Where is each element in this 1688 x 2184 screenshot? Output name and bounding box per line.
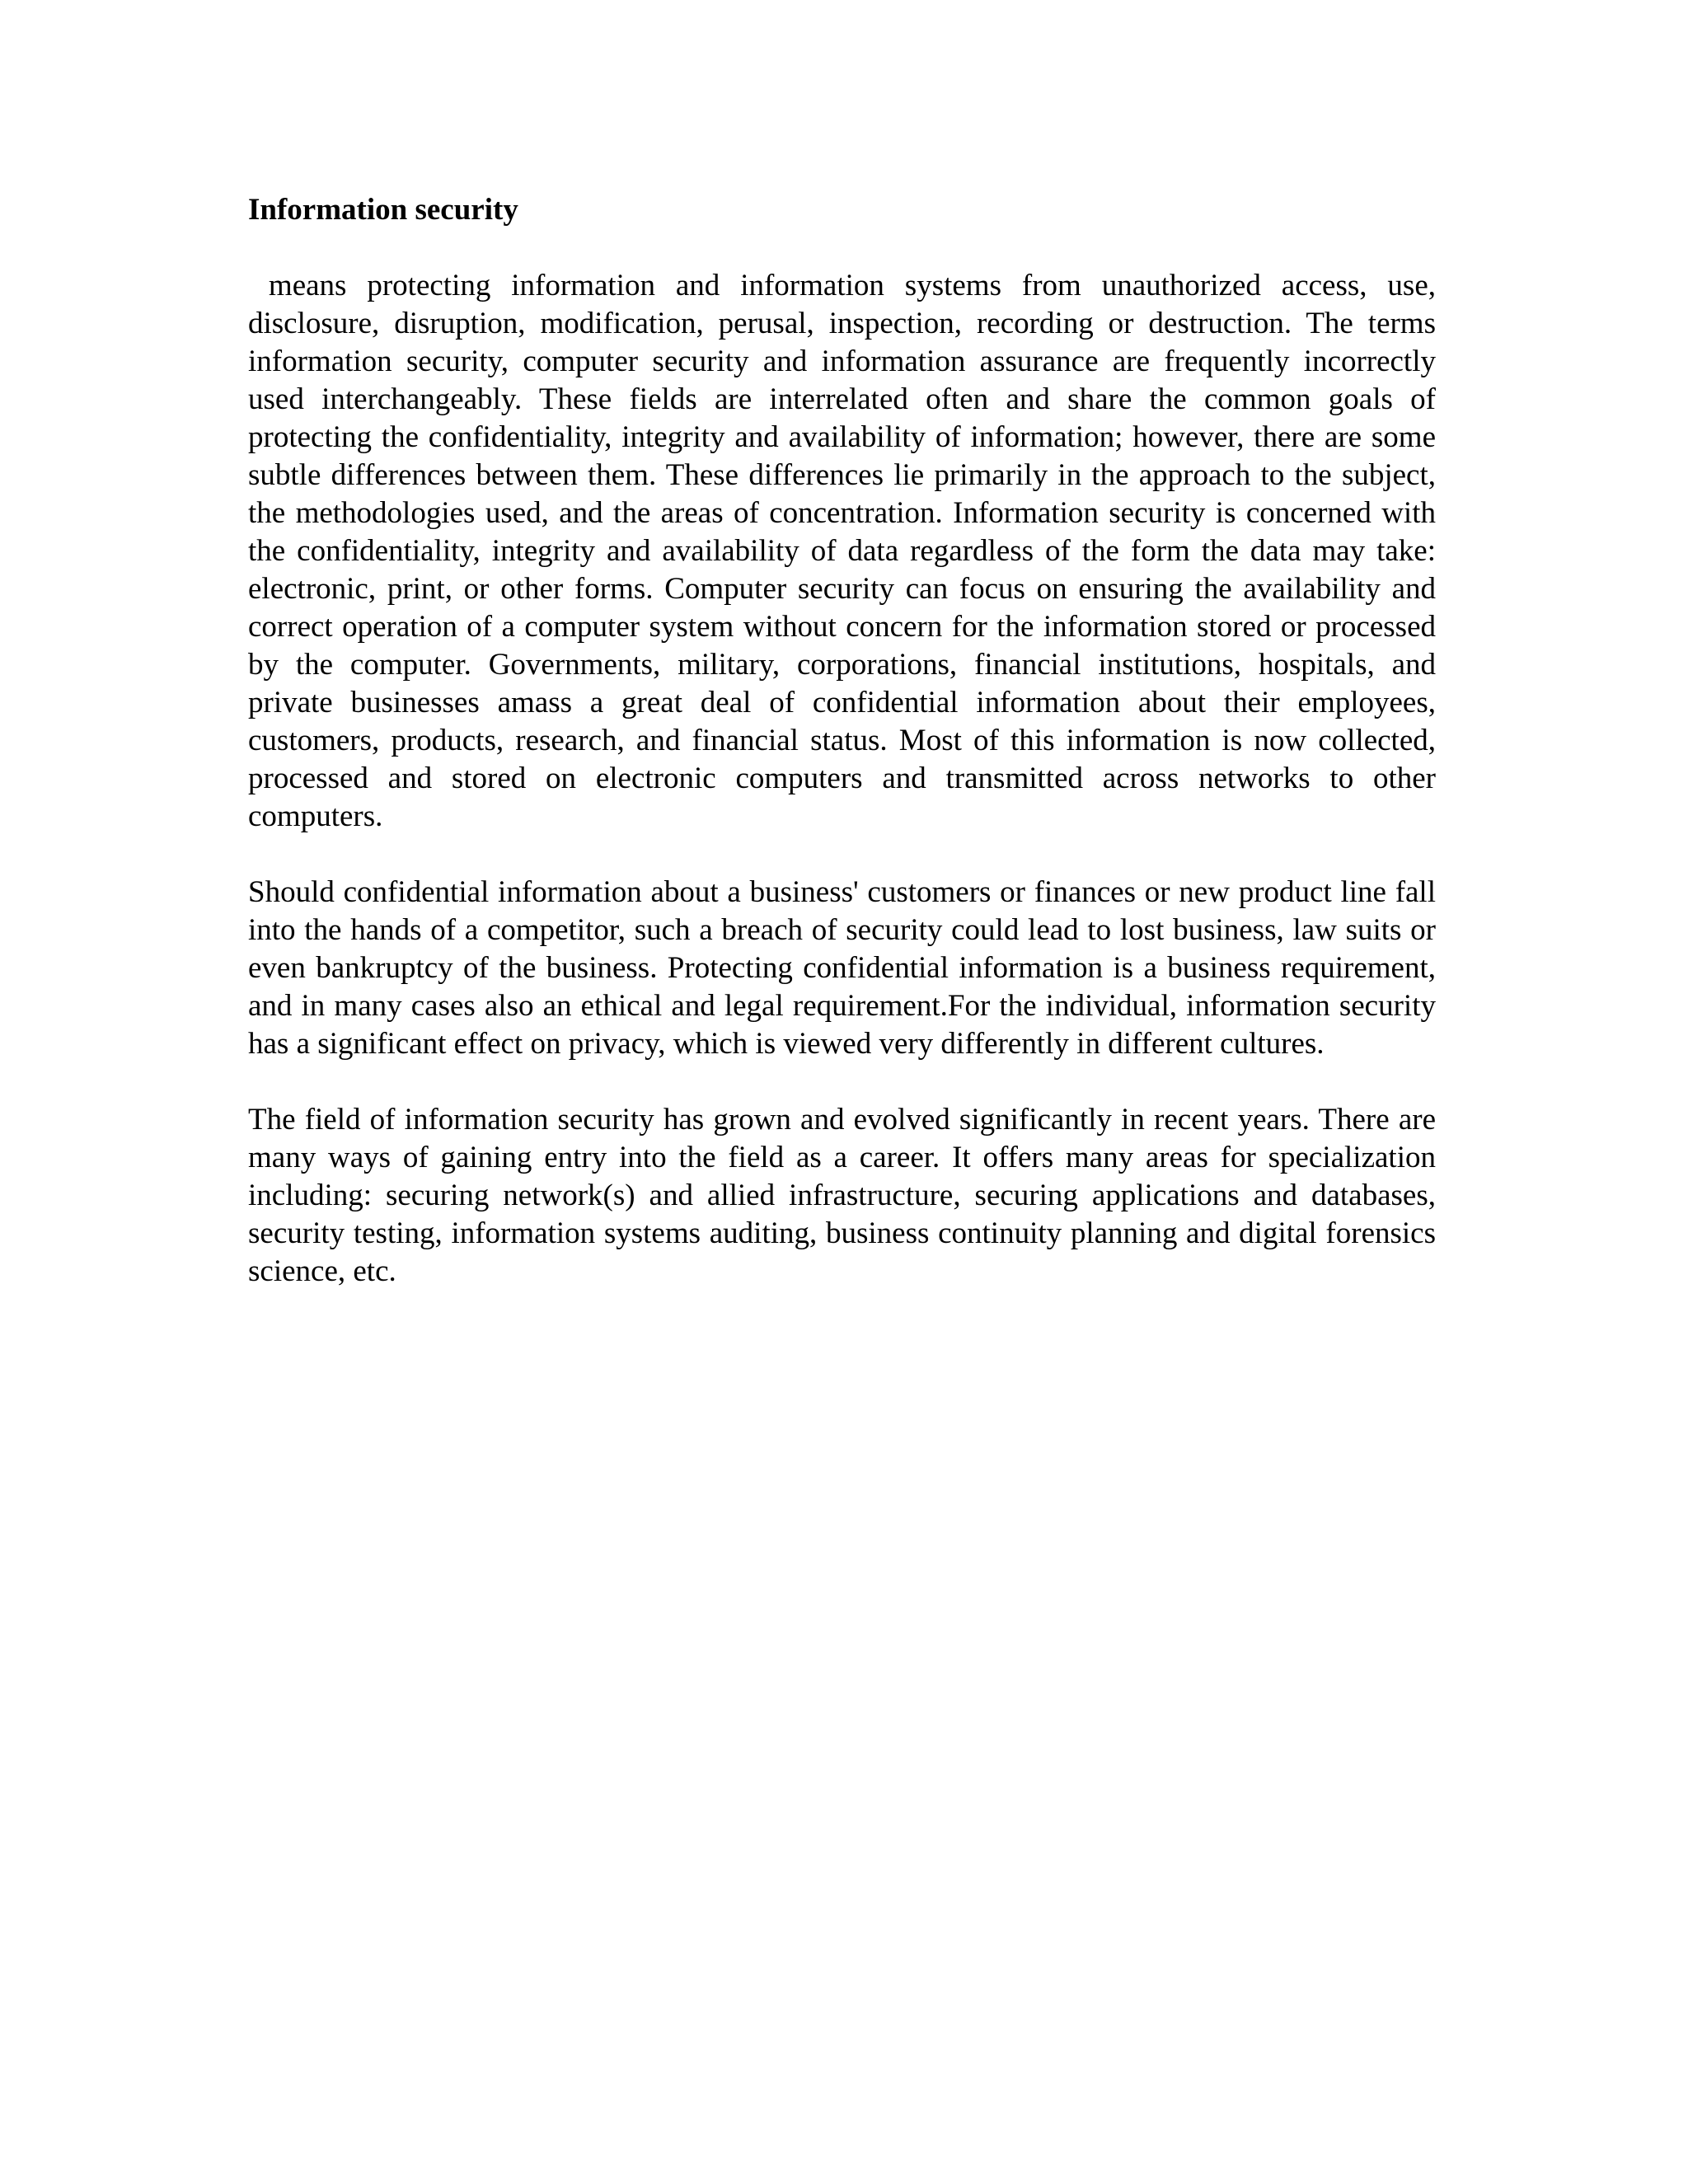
paragraph-career-field: The field of information security has grown and evolved significantly in recent years. There are many ways of gaining entry into the field as a career. It offers many areas for specialization including: securing network(s) and allied infrastructure, securing applications and databases, security testing, information systems auditing, business continuity planning and digital forensics science, etc. xyxy=(248,1103,1436,1288)
paragraph-definition: means protecting information and information systems from unauthorized access, use, disclosure, disruption, modification, perusal, inspection, recording or destruction. The terms information security, computer security and information assurance are frequently incorrectly used interchangeably. These fields are interrelated often and share the common goals of protecting the confidentiality, integrity and availability of information; however, there are some subtle differences between them. These differences lie primarily in the approach to the subject, the methodologies used, and the areas of concentration. Information security is concerned with the confidentiality, integrity and availability of data regardless of the form the data may take: electronic, print, or other forms. Computer security can focus on ensuring the availability and correct operation of a computer system without concern for the information stored or processed by the computer. Governments, military, corporations, financial institutions, hospitals, and private businesses amass a great deal of confidential information about their employees, customers, products, research, and financial status. Most of this information is now collected, processed and stored on electronic computers and transmitted across networks to other computers. xyxy=(248,269,1444,833)
document-title: Information security xyxy=(248,193,518,227)
paragraph-business-impact: Should confidential information about a business' customers or finances or new product line fall into the hands of a competitor, such a breach of security could lead to lost business, law suits or even bankruptcy of the business. Protecting confidential information is a business requirement, and in many cases also an ethical and legal requirement.For the individual, information security has a significant effect on privacy, which is viewed very differently in different cultures. xyxy=(248,875,1436,1061)
document-body xyxy=(248,191,1444,1291)
